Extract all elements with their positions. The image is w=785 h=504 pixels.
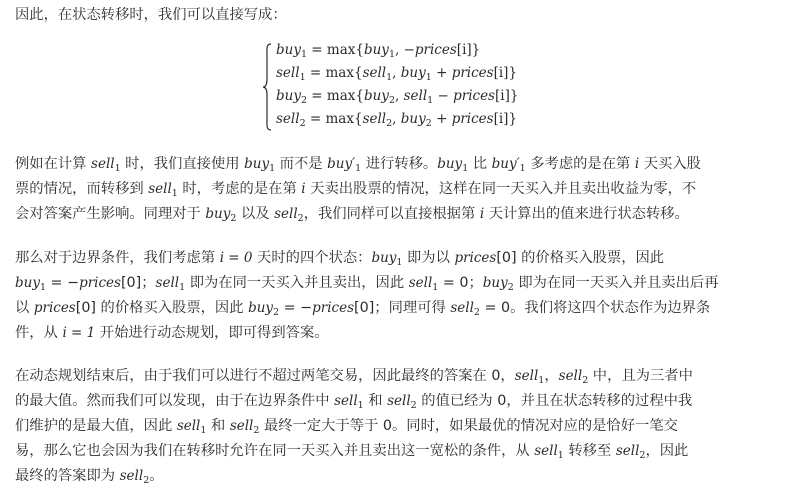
text-line <box>15 246 778 271</box>
paragraph-1 <box>15 152 778 227</box>
math-operator: , <box>394 88 404 104</box>
text-line <box>15 321 778 346</box>
math-operator: = max{ <box>305 65 363 81</box>
text-run: 例如在计算 <box>15 156 92 172</box>
text-run: 天计算出的值来进行状态转移。 <box>484 206 689 222</box>
text-run: 最终一定大于等于 0。同时，如果最优的情况对应的是恰好一笔交 <box>259 418 678 434</box>
math-variable: buy <box>248 300 274 316</box>
math-variable: i <box>634 156 640 172</box>
math-subscript: 2 <box>639 450 646 461</box>
math-subscript: 2 <box>253 425 260 436</box>
text-run: ，因此 <box>645 443 689 459</box>
text-run: 以 <box>15 300 34 316</box>
text-run: 票的情况，而转移到 <box>15 181 149 197</box>
text-run: 转移至 <box>563 443 616 459</box>
math-variable: sell <box>403 88 428 104</box>
math-subscript: 1 <box>269 163 276 174</box>
math-subscript: 2 <box>297 213 304 224</box>
text-run: 件，从 <box>15 325 63 341</box>
math-variable: sell <box>558 368 583 384</box>
math-subscript: 1 <box>462 163 469 174</box>
math-variable: prices <box>414 42 457 58</box>
math-variable: sell <box>148 181 172 197</box>
text-run: ， <box>544 368 559 384</box>
math-subscript: 1 <box>39 282 47 293</box>
text-run: 而不是 <box>275 156 328 172</box>
math-subscript: 2 <box>425 118 432 129</box>
text-line <box>15 414 778 439</box>
math-variable: buy <box>244 156 270 172</box>
text-run: 即为在同一天买入并且卖出，因此 <box>185 275 409 291</box>
math-operator: = max{ <box>305 111 363 127</box>
math-variable: sell <box>274 206 298 222</box>
math-variable: buy <box>371 250 397 266</box>
math-operator: [i]} <box>456 42 481 58</box>
math-variable: i = 0 <box>219 250 253 266</box>
math-subscript: 1 <box>519 163 526 174</box>
text-run: = 0。我们将这四个状态作为边界条 <box>479 300 711 316</box>
equation-lines <box>276 39 518 131</box>
paragraph-2 <box>15 246 778 346</box>
math-subscript: 1 <box>179 282 186 293</box>
math-variable: sell <box>334 393 358 409</box>
text-run: = 0； <box>438 275 483 291</box>
text-run: 和 <box>206 418 230 434</box>
math-variable: sell <box>534 443 558 459</box>
text-run: 们维护的是最大值，因此 <box>15 418 177 434</box>
text-run: 天买入股 <box>639 156 701 172</box>
equation-line <box>276 108 518 131</box>
math-variable: buy′ <box>491 156 520 172</box>
math-variable: buy <box>276 88 301 104</box>
math-subscript: 2 <box>582 375 589 386</box>
text-run: [0] 的价格买入股票，因此 <box>496 250 665 266</box>
math-subscript: 1 <box>200 425 207 436</box>
text-run: 中，且为三者中 <box>588 368 693 384</box>
math-operator: + <box>431 65 452 81</box>
math-variable: sell <box>362 111 387 127</box>
math-operator: = max{ <box>307 88 364 104</box>
math-variable: prices <box>451 65 494 81</box>
math-subscript: 1 <box>388 49 395 60</box>
text-line <box>15 296 778 321</box>
math-operator: , − <box>394 42 415 58</box>
math-subscript: 1 <box>396 257 403 268</box>
math-variable: sell <box>615 443 640 459</box>
math-operator: [i]} <box>495 88 519 104</box>
math-operator: , <box>392 65 401 81</box>
text-run: 会对答案产生影响。同理对于 <box>15 206 206 222</box>
math-variable: sell <box>276 65 300 81</box>
text-run: = − <box>279 300 313 316</box>
text-line <box>15 464 778 489</box>
math-variable: sell <box>408 275 433 291</box>
math-variable: buy <box>205 206 231 222</box>
text-run: 。 <box>149 468 164 484</box>
text-run: [0] 的价格买入股票，因此 <box>75 300 249 316</box>
text-run: 天卖出股票的情况，这样在同一天买入并且卖出收益为零，不 <box>305 181 697 197</box>
math-subscript: 1 <box>171 188 178 199</box>
math-subscript: 2 <box>507 282 514 293</box>
math-variable: sell <box>450 300 474 316</box>
text-line <box>15 389 778 414</box>
math-variable: i <box>301 181 306 197</box>
intro-paragraph <box>15 3 778 28</box>
math-subscript: 1 <box>355 163 362 174</box>
math-variable: prices <box>33 300 76 316</box>
math-subscript: 2 <box>410 400 417 411</box>
math-variable: prices <box>453 88 495 104</box>
text-run: 开始进行动态规划，即可得到答案。 <box>95 325 329 341</box>
math-subscript: 1 <box>114 163 121 174</box>
text-run: 时，我们直接使用 <box>120 156 245 172</box>
math-variable: buy <box>276 42 301 58</box>
math-operator: + <box>431 111 452 127</box>
math-variable: sell <box>229 418 254 434</box>
math-subscript: 1 <box>300 49 308 60</box>
math-subscript: 2 <box>143 475 150 486</box>
math-variable: prices <box>454 250 497 266</box>
text-run: [0]； <box>120 275 156 291</box>
left-brace-icon <box>262 43 272 131</box>
text-run: 进行转移。 <box>361 156 438 172</box>
math-variable: i = 1 <box>62 325 96 341</box>
math-subscript: 1 <box>425 72 432 83</box>
math-subscript: 1 <box>432 282 439 293</box>
equation-system <box>262 39 562 135</box>
math-variable: sell <box>155 275 180 291</box>
math-operator: [i]} <box>493 111 518 127</box>
math-subscript: 2 <box>299 118 306 129</box>
math-variable: sell <box>91 156 115 172</box>
math-subscript: 2 <box>300 95 308 106</box>
math-subscript: 1 <box>299 72 306 83</box>
text-line <box>15 152 778 177</box>
math-subscript: 1 <box>386 72 393 83</box>
math-variable: buy <box>400 65 426 81</box>
text-run: 多考虑的是在第 <box>525 156 635 172</box>
math-variable: i <box>479 206 485 222</box>
text-run: 即为在同一天买入并且卖出后再 <box>513 275 719 291</box>
math-variable: buy <box>482 275 508 291</box>
math-variable: sell <box>276 111 300 127</box>
text-line <box>15 271 778 296</box>
text-line <box>15 364 778 389</box>
math-variable: buy <box>437 156 463 172</box>
text-line <box>15 202 778 227</box>
text-run: = − <box>46 275 80 291</box>
intro-text: 因此，在状态转移时，我们可以直接写成： <box>15 7 287 23</box>
math-operator: − <box>433 88 454 104</box>
math-variable: prices <box>312 300 355 316</box>
text-line <box>15 439 778 464</box>
math-subscript: 1 <box>427 95 434 106</box>
math-variable: sell <box>119 468 144 484</box>
math-variable: sell <box>387 393 411 409</box>
math-subscript: 2 <box>388 95 395 106</box>
paragraph-3 <box>15 364 778 489</box>
text-run: 以及 <box>236 206 275 222</box>
math-operator: = max{ <box>307 42 364 58</box>
math-subscript: 2 <box>273 307 280 318</box>
text-run: 即为以 <box>402 250 455 266</box>
math-operator: , <box>392 111 401 127</box>
math-variable: buy <box>400 111 426 127</box>
math-subscript: 2 <box>473 307 480 318</box>
math-variable: prices <box>451 111 494 127</box>
equation-line <box>276 62 518 85</box>
math-variable: buy <box>15 275 40 291</box>
math-variable: buy <box>363 88 389 104</box>
math-variable: buy <box>363 42 389 58</box>
math-variable: sell <box>362 65 387 81</box>
math-variable: buy′ <box>327 156 356 172</box>
text-run: 那么对于边界条件，我们考虑第 <box>15 250 220 266</box>
text-line <box>15 177 778 202</box>
equation-line <box>276 85 518 108</box>
math-variable: sell <box>176 418 201 434</box>
text-run: 天时的四个状态： <box>252 250 372 266</box>
text-run: ，我们同样可以直接根据第 <box>303 206 480 222</box>
text-run: 的值已经为 0，并且在状态转移的过程中我 <box>416 393 693 409</box>
text-run: 易，那么它也会因为我们在转移时允许在同一天买入并且卖出这一宽松的条件，从 <box>15 443 535 459</box>
text-run: 的最大值。然而我们可以发现，由于在边界条件中 <box>15 393 335 409</box>
text-run: 比 <box>468 156 492 172</box>
math-operator: [i]} <box>493 65 518 81</box>
equation-line <box>276 39 518 62</box>
math-variable: sell <box>514 368 539 384</box>
math-subscript: 2 <box>386 118 393 129</box>
math-subscript: 1 <box>538 375 545 386</box>
text-run: 最终的答案即为 <box>15 468 120 484</box>
text-run: 在动态规划结束后，由于我们可以进行不超过两笔交易，因此最终的答案在 0， <box>15 368 515 384</box>
text-run: [0]；同理可得 <box>354 300 451 316</box>
text-run: 时，考虑的是在第 <box>177 181 302 197</box>
math-variable: prices <box>79 275 121 291</box>
math-subscript: 1 <box>357 400 364 411</box>
math-subscript: 1 <box>557 450 564 461</box>
text-run: 和 <box>363 393 388 409</box>
math-subscript: 2 <box>230 213 237 224</box>
